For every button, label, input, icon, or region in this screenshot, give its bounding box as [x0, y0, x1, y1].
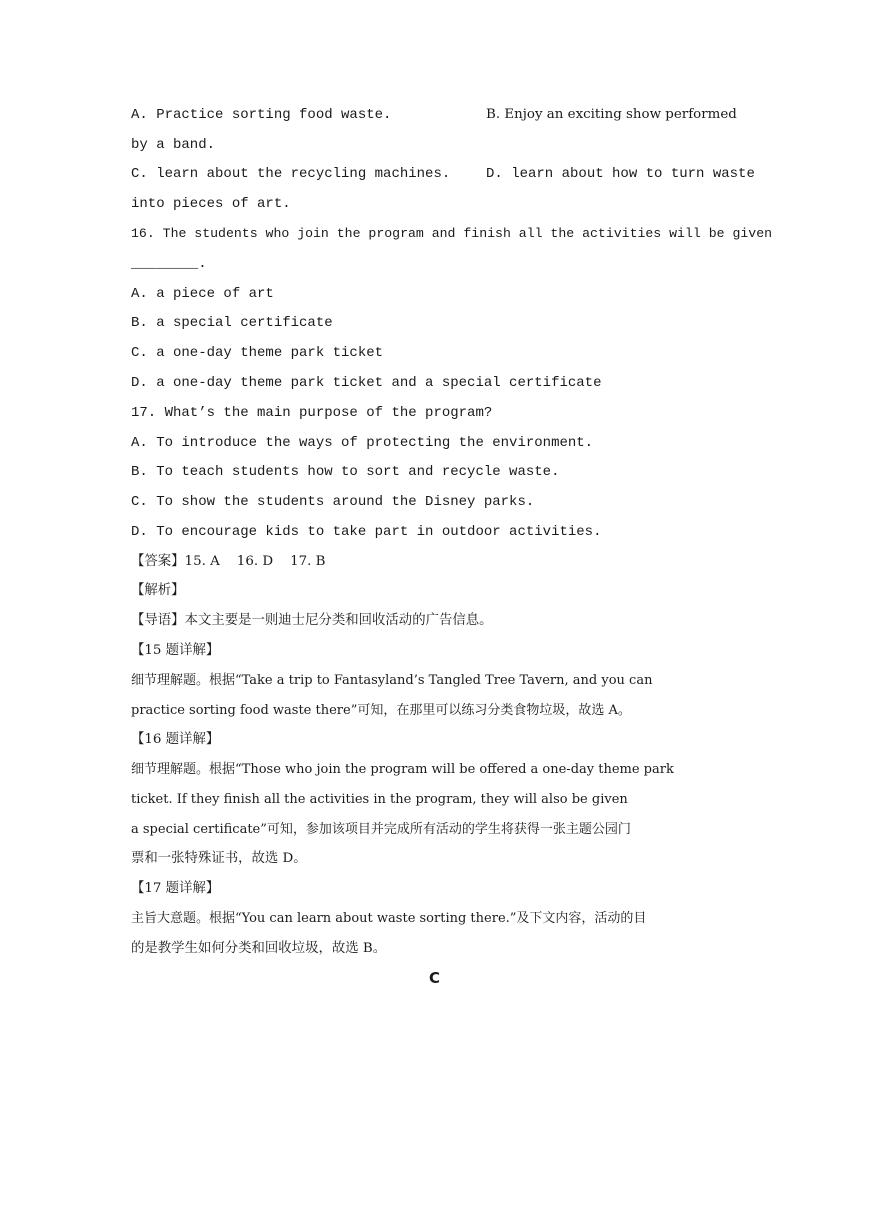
q17-stem: 17. What’s the main purpose of the program?	[131, 405, 493, 421]
detail16-line: 细节理解题。根据“Those who join the program will be offered a one-day theme park	[131, 762, 674, 777]
q17-option-b: B. To teach students how to sort and recycle waste.	[131, 464, 560, 480]
detail15-heading: 【15 题详解】	[131, 643, 220, 658]
detail16-line: ticket. If they finish all the activities in the program, they will also be given	[131, 792, 628, 807]
q15-option-b: B. Enjoy an exciting show performed	[486, 107, 737, 122]
detail16-heading: 【16 题详解】	[131, 732, 220, 747]
detail17-line: 的是教学生如何分类和回收垃圾，故选 B。	[131, 941, 387, 956]
q16-stem: 16. The students who join the program and finish all the activities will be given	[131, 226, 773, 241]
detail17-heading: 【17 题详解】	[131, 881, 220, 896]
q16-option-a: A. a piece of art	[131, 286, 274, 302]
q15-option-d-continued: into pieces of art.	[131, 196, 291, 212]
q17-option-c: C. To show the students around the Disney parks.	[131, 494, 535, 510]
q17-option-d: D. To encourage kids to take part in outdoor activities.	[131, 524, 602, 540]
q15-option-c: C. learn about the recycling machines.	[131, 166, 451, 182]
answer-key: 【答案】15. A 16. D 17. B	[131, 554, 326, 569]
q17-option-a: A. To introduce the ways of protecting the environment.	[131, 435, 594, 451]
detail16-line: a special certificate”可知，参加该项目并完成所有活动的学生将获得一张主题公园门	[131, 822, 631, 837]
q15-option-a: A. Practice sorting food waste.	[131, 107, 392, 123]
q16-option-b: B. a special certificate	[131, 315, 333, 331]
q16-option-d: D. a one-day theme park ticket and a special certificate	[131, 375, 602, 391]
q16-option-c: C. a one-day theme park ticket	[131, 345, 384, 361]
detail16-line: 票和一张特殊证书，故选 D。	[131, 851, 307, 866]
detail15-line: practice sorting food waste there”可知，在那里可以练习分类食物垃圾，故选 A。	[131, 703, 631, 718]
analysis-heading: 【解析】	[131, 583, 185, 598]
q16-blank: ________.	[131, 256, 207, 272]
detail15-line: 细节理解题。根据“Take a trip to Fantasyland’s Tangled Tree Tavern, and you can	[131, 673, 653, 688]
intro-text: 【导语】本文主要是一则迪士尼分类和回收活动的广告信息。	[131, 613, 493, 628]
q15-option-b-continued: by a band.	[131, 137, 216, 153]
q15-option-d: D. learn about how to turn waste	[486, 166, 755, 182]
section-letter: C	[429, 969, 441, 987]
detail17-line: 主旨大意题。根据“You can learn about waste sorting there.”及下文内容，活动的目	[131, 911, 647, 926]
